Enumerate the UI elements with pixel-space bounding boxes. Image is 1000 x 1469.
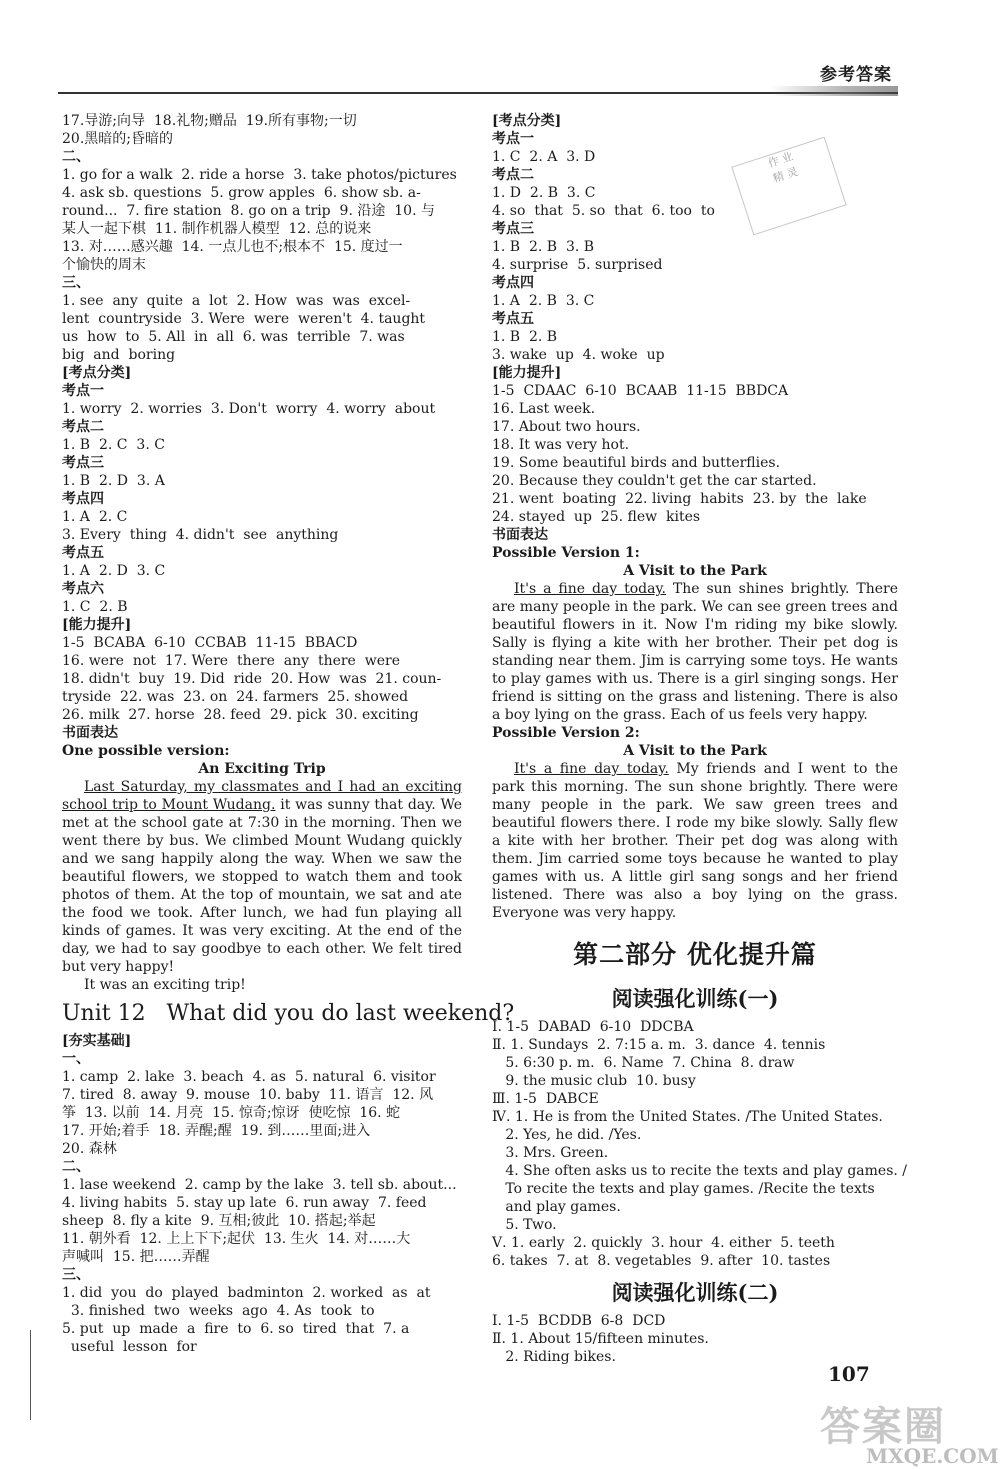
- answer-line: 1. lase weekend 2. camp by the lake 3. tell sb. about...: [62, 1177, 457, 1193]
- answer-line: 三、: [62, 275, 90, 291]
- essay-end: It was an exciting trip!: [84, 977, 246, 993]
- answer-line: 20.黑暗的;昏暗的: [62, 131, 173, 147]
- watermark-logo: 答案圈: [820, 1403, 946, 1450]
- version2-body: It's a fine day today. My friends and I went to the park this morning. The sun shone brightly. There were many people in the park. We saw green trees and beautiful flowers there. I rode my bike slowly. Sally flew a kite with her brother. Their pet dog was along with them. Jim carried some toys because he wanted to play games with us. A little girl sang songs and her friend listened. There was also a boy lying on the grass. Everyone was very happy.: [492, 761, 898, 921]
- answer-line: [考点分类]: [62, 365, 132, 381]
- answer-line: 1. B 2. C 3. C: [62, 437, 165, 453]
- answer-line: 考点一: [492, 131, 534, 147]
- answer-line: One possible version:: [62, 743, 230, 759]
- version2-title: A Visit to the Park: [623, 743, 767, 759]
- answer-line: Ⅳ. 1. He is from the United States. /The United States.: [492, 1109, 883, 1125]
- answer-line: Ⅱ. 1. About 15/fifteen minutes.: [492, 1331, 709, 1347]
- reading1-title: 阅读强化训练(一): [611, 986, 779, 1011]
- answer-line: 7. tired 8. away 9. mouse 10. baby 11. 语言 12. 风: [62, 1087, 434, 1103]
- reading2-title: 阅读强化训练(二): [611, 1280, 779, 1305]
- answer-line: 三、: [62, 1267, 90, 1283]
- answer-line: 19. Some beautiful birds and butterflies.: [492, 455, 781, 471]
- answer-line: 17. 开始;着手 18. 弄醒;醒 19. 到……里面;进入: [62, 1123, 371, 1139]
- answer-line: 1. did you do played badminton 2. worked as at: [62, 1285, 431, 1301]
- left-answers-a: [62, 112, 462, 760]
- right-column: [492, 112, 907, 1366]
- answer-line: useful lesson for: [62, 1339, 197, 1355]
- answer-line: 1. see any quite a lot 2. How was was excel-: [62, 293, 411, 309]
- answer-line: 11. 朝外看 12. 上上下下;起伏 13. 生火 14. 对……大: [62, 1231, 411, 1247]
- answer-line: 考点五: [492, 311, 534, 327]
- answer-line: tryside 22. was 23. on 24. farmers 25. showed: [62, 689, 409, 705]
- header-band: [770, 86, 898, 96]
- answer-line: [夯实基础]: [62, 1033, 132, 1049]
- watermark-url: MXQE.COM: [866, 1444, 999, 1468]
- answer-line: 某人一起下棋 11. 制作机器人模型 12. 总的说来: [62, 221, 372, 237]
- answer-line: Ⅱ. 1. Sundays 2. 7:15 a. m. 3. dance 4. tennis: [492, 1037, 826, 1053]
- answer-line: 二、: [62, 149, 90, 165]
- margin-line: [30, 1330, 31, 1420]
- answer-line: 20. Because they couldn't get the car started.: [492, 473, 817, 489]
- answer-line: 17.导游;向导 18.礼物;赠品 19.所有事物;一切: [62, 113, 357, 129]
- answer-line: 一、: [62, 1051, 90, 1067]
- answer-line: 筝 13. 以前 14. 月亮 15. 惊奇;惊讶 使吃惊 16. 蛇: [62, 1105, 401, 1121]
- answer-line: 2. Yes, he did. /Yes.: [492, 1127, 642, 1143]
- answer-line: 1. worry 2. worries 3. Don't worry 4. worry about: [62, 401, 436, 417]
- answer-line: 6. takes 7. at 8. vegetables 9. after 10. tastes: [492, 1253, 831, 1269]
- answer-line: 考点四: [62, 491, 104, 507]
- answer-line: 16. were not 17. Were there any there were: [62, 653, 400, 669]
- answer-line: 5. Two.: [492, 1217, 557, 1233]
- part-title: 第二部分 优化提升篇: [573, 940, 817, 969]
- answer-line: 考点四: [492, 275, 534, 291]
- page-number: 107: [828, 1362, 870, 1386]
- answer-line: 考点一: [62, 383, 104, 399]
- answer-line: 3. finished two weeks ago 4. As took to: [62, 1303, 375, 1319]
- answer-line: [能力提升]: [492, 365, 562, 381]
- left-column: [62, 112, 515, 1356]
- answer-line: 声喊叫 15. 把……弄醒: [62, 1249, 210, 1265]
- answer-line: 20. 森林: [62, 1141, 117, 1157]
- answer-line: 18. It was very hot.: [492, 437, 630, 453]
- answer-line: 4. living habits 5. stay up late 6. run away 7. feed: [62, 1195, 427, 1211]
- unit-title: Unit 12 What did you do last weekend?: [62, 1001, 515, 1026]
- answer-line: Possible Version 1:: [492, 545, 640, 561]
- answer-line: 二、: [62, 1159, 90, 1175]
- answer-line: 1. B 2. B: [492, 329, 558, 345]
- answer-line: 24. stayed up 25. flew kites: [492, 509, 701, 525]
- answer-line: 考点五: [62, 545, 104, 561]
- answer-line: Ⅲ. 1-5 DABCE: [492, 1091, 599, 1107]
- answer-line: 1. camp 2. lake 3. beach 4. as 5. natural 6. visitor: [62, 1069, 436, 1085]
- answer-line: and play games.: [492, 1199, 621, 1215]
- reading2-answers: [492, 1312, 898, 1366]
- answer-line: 1. A 2. D 3. C: [62, 563, 166, 579]
- answer-line: 书面表达: [492, 527, 548, 543]
- answer-line: lent countryside 3. Were were weren't 4. taught: [62, 311, 426, 327]
- answer-line: 考点二: [62, 419, 104, 435]
- answer-line: round... 7. fire station 8. go on a trip 9. 沿途 10. 与: [62, 203, 435, 219]
- answer-line: 考点三: [62, 455, 104, 471]
- answer-line: Ⅰ. 1-5 BCDDB 6-8 DCD: [492, 1313, 666, 1329]
- answer-line: [考点分类]: [492, 113, 562, 129]
- answer-line: 1. B 2. D 3. A: [62, 473, 165, 489]
- answer-line: 2. Riding bikes.: [492, 1349, 616, 1365]
- answer-line: 1. C 2. A 3. D: [492, 149, 596, 165]
- answer-line: 考点三: [492, 221, 534, 237]
- answer-line: 9. the music club 10. busy: [492, 1073, 696, 1089]
- answer-line: 3. wake up 4. woke up: [492, 347, 665, 363]
- answer-line: 3. Mrs. Green.: [492, 1145, 609, 1161]
- answer-line: 16. Last week.: [492, 401, 596, 417]
- answer-line: us how to 5. All in all 6. was terrible 7. was: [62, 329, 405, 345]
- stamp-seal: 作 业 精 灵: [731, 137, 846, 236]
- answer-line: To recite the texts and play games. /Recite the texts: [492, 1181, 875, 1197]
- version1-body: It's a fine day today. The sun shines brightly. There are many people in the park. We can see green trees and beautiful flowers in it. Now I'm riding my bike slowly. Sally is flying a kite with her brother. Their pet dog is standing near them. Jim is carrying some toys. He wants to play games with us. There is a girl singing songs. Her friend is sitting on the grass and listening. There is also a boy lying on the grass. Each of us feels very happy.: [492, 581, 898, 723]
- answer-line: 17. About two hours.: [492, 419, 641, 435]
- essay-body: Last Saturday, my classmates and I had an exciting school trip to Mount Wudang. it was sunny that day. We met at the school gate at 7:30 in the morning. Then we went there by bus. We climbed Mount Wudang quickly and we sang happily along the way. When we saw the beautiful flowers, we stopped to watch them and took photos of them. At the top of mountain, we sat and ate the food we took. After lunch, we had fun playing all kinds of games. It was very exciting. At the end of the day, we had to say goodbye to each other. We felt tired but very happy!: [62, 779, 462, 975]
- answer-line: [能力提升]: [62, 617, 132, 633]
- header-title: 参考答案: [820, 65, 892, 85]
- right-answers-a: [492, 112, 898, 562]
- answer-line: Ⅴ. 1. early 2. quickly 3. hour 4. either 5. teeth: [492, 1235, 835, 1251]
- answer-line: 5. put up made a fire to 6. so tired that 7. a: [62, 1321, 410, 1337]
- answer-line: 个愉快的周末: [62, 257, 146, 273]
- answer-line: 5. 6:30 p. m. 6. Name 7. China 8. draw: [492, 1055, 795, 1071]
- answer-line: 1. B 2. B 3. B: [492, 239, 595, 255]
- answer-line: 18. didn't buy 19. Did ride 20. How was 21. coun-: [62, 671, 442, 687]
- answer-line: 考点二: [492, 167, 534, 183]
- answer-line: 1. A 2. C: [62, 509, 128, 525]
- version2-label: Possible Version 2:: [492, 725, 640, 741]
- answer-line: sheep 8. fly a kite 9. 互相;彼此 10. 搭起;举起: [62, 1213, 376, 1229]
- reading1-answers: [492, 1018, 907, 1270]
- version1-title: A Visit to the Park: [623, 563, 767, 579]
- answer-line: 考点六: [62, 581, 104, 597]
- answer-line: 13. 对……感兴趣 14. 一点儿也不;根本不 15. 度过一: [62, 239, 403, 255]
- answer-line: 21. went boating 22. living habits 23. by the lake: [492, 491, 867, 507]
- answer-line: 1. C 2. B: [62, 599, 128, 615]
- answer-line: 4. surprise 5. surprised: [492, 257, 663, 273]
- answer-line: 3. Every thing 4. didn't see anything: [62, 527, 339, 543]
- answer-line: 4. so that 5. so that 6. too to: [492, 203, 715, 219]
- answer-line: 4. She often asks us to recite the texts and play games. /: [492, 1163, 907, 1179]
- answer-line: 1-5 BCABA 6-10 CCBAB 11-15 BBACD: [62, 635, 358, 651]
- answer-line: 4. ask sb. questions 5. grow apples 6. show sb. a-: [62, 185, 421, 201]
- answer-line: 1-5 CDAAC 6-10 BCAAB 11-15 BBDCA: [492, 383, 789, 399]
- left-answers-b: [62, 1032, 462, 1356]
- answer-line: Ⅰ. 1-5 DABAD 6-10 DDCBA: [492, 1019, 694, 1035]
- essay-title: An Exciting Trip: [198, 761, 326, 777]
- answer-line: 书面表达: [62, 725, 118, 741]
- answer-line: 1. go for a walk 2. ride a horse 3. take photos/pictures: [62, 167, 457, 183]
- answer-line: 1. D 2. B 3. C: [492, 185, 596, 201]
- answer-line: 26. milk 27. horse 28. feed 29. pick 30. exciting: [62, 707, 419, 723]
- answer-line: 1. A 2. B 3. C: [492, 293, 595, 309]
- answer-line: big and boring: [62, 347, 176, 363]
